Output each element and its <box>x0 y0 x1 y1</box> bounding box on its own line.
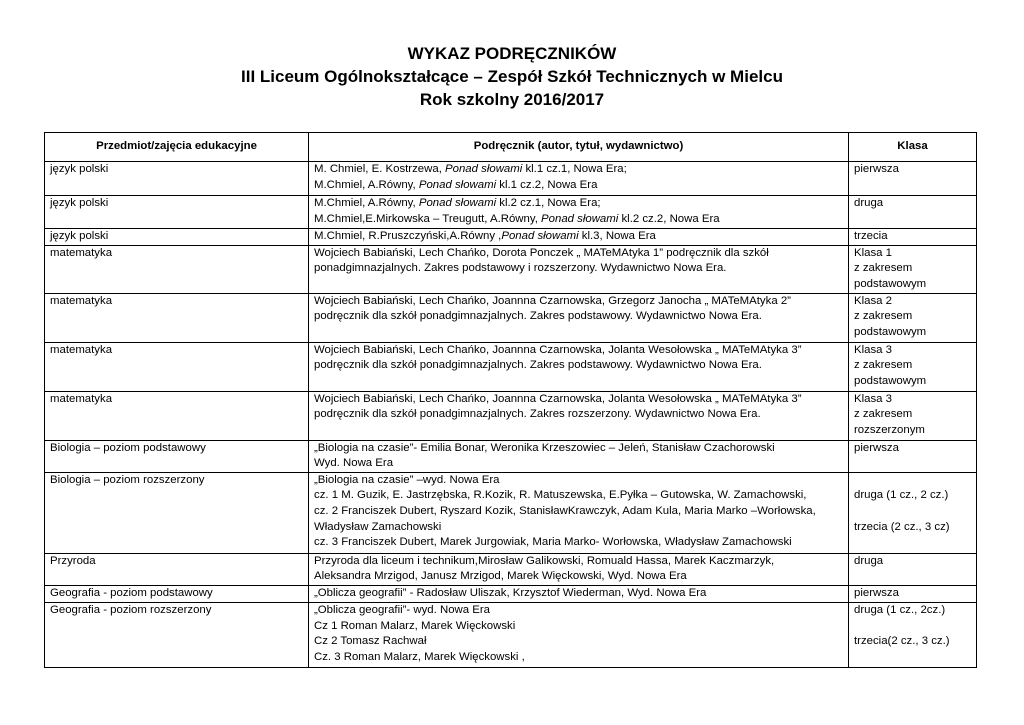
table-row <box>45 342 977 391</box>
textbook-line <box>314 392 843 408</box>
textbook-line <box>314 634 843 650</box>
table-row <box>45 440 977 472</box>
textbook-line <box>314 229 843 245</box>
textbook-cell <box>309 585 849 602</box>
textbook-line <box>314 196 843 212</box>
book-text: Cz. 3 Roman Malarz, Marek Więckowski , <box>314 650 525 663</box>
grade-cell: druga <box>849 196 977 229</box>
grade-cell: druga <box>849 553 977 585</box>
book-text: kl.2 cz.1, Nowa Era; <box>496 197 601 209</box>
textbook-line <box>314 294 843 310</box>
textbook-cell <box>309 472 849 553</box>
table-row <box>45 472 977 553</box>
subject-cell: Przyroda <box>45 553 309 585</box>
column-header-book: Podręcznik (autor, tytuł, wydawnictwo) <box>309 133 849 162</box>
textbook-line <box>314 488 843 504</box>
subject-cell: Biologia – poziom rozszerzony <box>45 472 309 553</box>
book-text: kl.1 cz.2, Nowa Era <box>496 178 598 191</box>
textbook-line <box>314 212 843 228</box>
textbook-cell <box>309 293 849 342</box>
book-text: kl.3, Nowa Era <box>578 230 656 242</box>
subject-cell: język polski <box>45 196 309 229</box>
table-header-row <box>45 133 977 162</box>
table-row <box>45 196 977 229</box>
textbook-line <box>314 261 843 277</box>
book-text: Wojciech Babiański, Lech Chańko, Joannna Czarnowska, Jolanta Wesołowska „ MATeMAtyka 3” <box>314 392 802 405</box>
textbook-line <box>314 650 843 666</box>
textbook-line <box>314 603 843 619</box>
textbook-line <box>314 554 843 570</box>
textbook-line <box>314 504 843 520</box>
book-text: kl.1 cz.1, Nowa Era; <box>522 163 627 175</box>
book-text: podręcznik dla szkół ponadgimnazjalnych. Zakres rozszerzony. Wydawnictwo Nowa Era. <box>314 408 761 421</box>
table-row <box>45 293 977 342</box>
textbook-line <box>314 343 843 359</box>
school-name: III Liceum Ogólnokształcące – Zespół Szkół Technicznych w Mielcu <box>241 67 783 86</box>
school-year: Rok szkolny 2016/2017 <box>419 90 605 109</box>
table-body <box>45 162 977 668</box>
book-text: „Biologia na czasie”- Emilia Bonar, Weronika Krzeszowiec – Jeleń, Stanisław Czachorowski <box>314 441 775 454</box>
grade-cell: Klasa 1 z zakresem podstawowym <box>849 245 977 293</box>
book-text: Wojciech Babiański, Lech Chańko, Joannna Czarnowska, Jolanta Wesołowska „ MATeMAtyka 3” <box>314 343 802 356</box>
subject-cell: matematyka <box>45 245 309 293</box>
textbook-line <box>314 535 843 551</box>
book-text: Przyroda dla liceum i technikum,Mirosław Galikowski, Romuald Hassa, Marek Kaczmarzyk, <box>314 554 775 567</box>
column-header-subject: Przedmiot/zajęcia edukacyjne <box>45 133 309 162</box>
subject-cell: Geografia - poziom rozszerzony <box>45 602 309 667</box>
textbook-line <box>314 569 843 585</box>
book-text: M. Chmiel, E. Kostrzewa, <box>314 163 446 175</box>
textbook-line <box>314 586 843 602</box>
textbook-table <box>44 132 977 668</box>
textbook-cell <box>309 391 849 440</box>
textbook-cell <box>309 342 849 391</box>
textbook-line <box>314 441 843 457</box>
grade-cell: druga (1 cz., 2 cz.) trzecia (2 cz., 3 cz) <box>849 472 977 553</box>
grade-cell: Klasa 3 z zakresem rozszerzonym <box>849 391 977 440</box>
book-text: „Oblicza geografii” - Radosław Uliszak, Krzysztof Wiederman, Wyd. Nowa Era <box>314 586 707 599</box>
book-text: „Oblicza geografii”- wyd. Nowa Era <box>314 603 490 616</box>
textbook-line <box>314 456 843 472</box>
table-row <box>45 553 977 585</box>
textbook-line <box>314 520 843 536</box>
book-text: Cz 2 Tomasz Rachwał <box>314 635 427 648</box>
book-text: „Biologia na czasie” –wyd. Nowa Era <box>314 473 500 486</box>
grade-cell: Klasa 3 z zakresem podstawowym <box>849 342 977 391</box>
textbook-line <box>314 619 843 635</box>
textbook-line <box>314 246 843 262</box>
book-title-text: Ponad słowami <box>541 212 619 225</box>
textbook-cell <box>309 229 849 246</box>
book-text: cz. 3 Franciszek Dubert, Marek Jurgowiak, Maria Marko- Worłowska, Władysław Zamachowski <box>314 536 792 549</box>
textbook-line <box>314 178 843 194</box>
book-text: Władysław Zamachowski <box>314 520 442 533</box>
subject-cell: Geografia - poziom podstawowy <box>45 585 309 602</box>
book-text: Wyd. Nowa Era <box>314 457 394 470</box>
textbook-line <box>314 407 843 423</box>
textbook-line <box>314 309 843 325</box>
textbook-cell <box>309 196 849 229</box>
textbook-line <box>314 358 843 374</box>
book-title-text: Ponad słowami <box>418 197 497 209</box>
book-title-text: Ponad słowami <box>445 163 523 175</box>
document-header <box>0 42 1024 111</box>
book-text: Wojciech Babiański, Lech Chańko, Joannna Czarnowska, Grzegorz Janocha „ MATeMAtyka 2” <box>314 294 791 307</box>
textbook-cell <box>309 602 849 667</box>
document-title: WYKAZ PODRĘCZNIKÓW <box>407 44 617 63</box>
table-row <box>45 602 977 667</box>
book-text: M.Chmiel, R.Pruszczyński,A.Równy , <box>314 230 502 242</box>
subject-cell: język polski <box>45 162 309 196</box>
book-text: podręcznik dla szkół ponadgimnazjalnych. Zakres podstawowy. Wydawnictwo Nowa Era. <box>314 359 762 372</box>
textbook-cell <box>309 440 849 472</box>
subject-cell: Biologia – poziom podstawowy <box>45 440 309 472</box>
subject-cell: matematyka <box>45 342 309 391</box>
book-title-text: Ponad słowami <box>501 230 579 242</box>
subject-cell: matematyka <box>45 391 309 440</box>
grade-cell: pierwsza <box>849 162 977 196</box>
textbook-cell <box>309 245 849 293</box>
textbook-line <box>314 162 843 178</box>
book-text: cz. 1 M. Guzik, E. Jastrzębska, R.Kozik, R. Matuszewska, E.Pyłka – Gutowska, W. Zamachowski, <box>314 489 807 502</box>
textbook-cell <box>309 162 849 196</box>
table-row <box>45 162 977 196</box>
grade-cell: pierwsza <box>849 440 977 472</box>
table-row <box>45 245 977 293</box>
table-row <box>45 229 977 246</box>
subject-cell: język polski <box>45 229 309 246</box>
textbook-cell <box>309 553 849 585</box>
book-text: Cz 1 Roman Malarz, Marek Więckowski <box>314 619 516 632</box>
book-title-text: Ponad słowami <box>418 178 497 191</box>
book-text: podręcznik dla szkół ponadgimnazjalnych. Zakres podstawowy. Wydawnictwo Nowa Era. <box>314 310 762 323</box>
column-header-grade: Klasa <box>849 133 977 162</box>
book-text: M.Chmiel,E.Mirkowska – Treugutt, A.Równy, <box>314 212 542 225</box>
book-text: ponadgimnazjalnych. Zakres podstawowy i rozszerzony. Wydawnictwo Nowa Era. <box>314 262 727 275</box>
book-text: M.Chmiel, A.Równy, <box>314 197 419 209</box>
textbook-line <box>314 473 843 489</box>
grade-cell: Klasa 2 z zakresem podstawowym <box>849 293 977 342</box>
book-text: cz. 2 Franciszek Dubert, Ryszard Kozik, StanisławKrawczyk, Adam Kula, Maria Marko –Worłowska, <box>314 504 816 517</box>
book-text: kl.2 cz.2, Nowa Era <box>618 212 720 225</box>
book-text: Wojciech Babiański, Lech Chańko, Dorota Ponczek „ MATeMAtyka 1” podręcznik dla szkół <box>314 246 769 259</box>
book-text: M.Chmiel, A.Równy, <box>314 178 419 191</box>
book-text: Aleksandra Mrzigod, Janusz Mrzigod, Marek Więckowski, Wyd. Nowa Era <box>314 570 687 583</box>
grade-cell: trzecia <box>849 229 977 246</box>
grade-cell: druga (1 cz., 2cz.) trzecia(2 cz., 3 cz.) <box>849 602 977 667</box>
grade-cell: pierwsza <box>849 585 977 602</box>
table-row <box>45 391 977 440</box>
table-row <box>45 585 977 602</box>
subject-cell: matematyka <box>45 293 309 342</box>
